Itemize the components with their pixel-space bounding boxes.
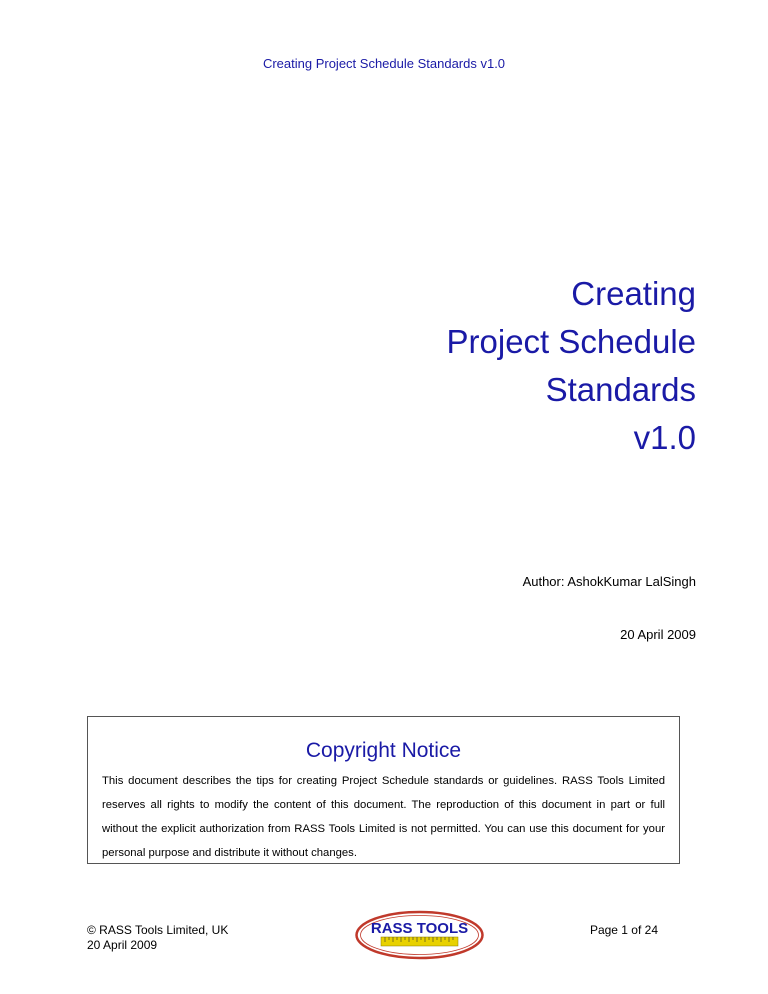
footer-date: 20 April 2009	[87, 938, 158, 952]
copyright-heading: Copyright Notice	[305, 739, 462, 762]
author-line: Author: AshokKumar LalSingh	[522, 574, 696, 589]
title-line-4: v1.0	[633, 419, 696, 456]
title-line-1: Creating	[571, 275, 696, 312]
copyright-text: This document describes the tips for creating Project Schedule standards or guidelines. RASS Tools Limited reserves all rights to modify the content of this document. The reproduction of this document in part or full without the explicit authorization from RASS Tools Limited is not permitted. You can use this document for your personal purpose and distribute it without changes.	[102, 775, 665, 859]
logo-text: RASS TOOLS	[370, 920, 469, 937]
footer-company: © RASS Tools Limited, UK	[87, 923, 229, 937]
footer-left	[87, 923, 228, 953]
page-number: Page 1 of 24	[589, 923, 658, 937]
title-line-2: Project Schedule	[446, 323, 696, 360]
copyright-notice-box	[87, 716, 680, 864]
document-date: 20 April 2009	[620, 627, 696, 642]
document-title	[447, 270, 696, 462]
title-line-3: Standards	[545, 371, 696, 408]
rass-tools-logo	[354, 909, 485, 961]
running-header: Creating Project Schedule Standards v1.0	[262, 56, 506, 71]
